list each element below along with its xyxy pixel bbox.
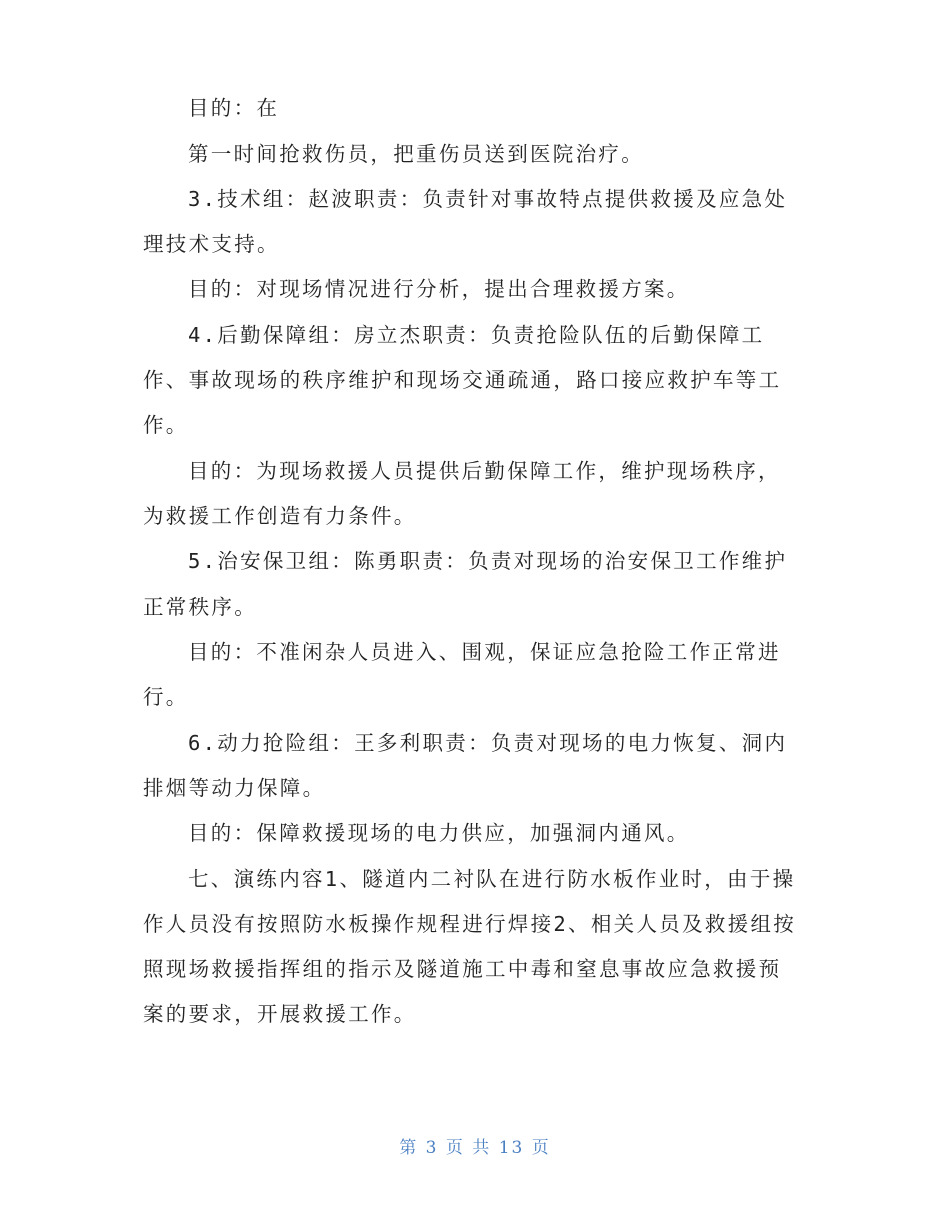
text-line: 照现场救援指挥组的指示及隧道施工中毒和窒息事故应急救援预 <box>143 957 782 981</box>
text-line: 正常秩序。 <box>143 595 257 619</box>
text-line: 作、事故现场的秩序维护和现场交通疏通，路口接应救护车等工 <box>143 368 782 392</box>
text-line: 案的要求，开展救援工作。 <box>143 1002 417 1026</box>
text-line: 排烟等动力保障。 <box>143 776 326 800</box>
text-line: 为救援工作创造有力条件。 <box>143 504 417 528</box>
text-line: 理技术支持。 <box>143 232 280 256</box>
text-line: 第一时间抢救伤员，把重伤员送到医院治疗。 <box>188 142 644 166</box>
text-line: 4.后勤保障组：房立杰职责：负责抢险队伍的后勤保障工 <box>188 323 765 347</box>
text-line: 作。 <box>143 413 189 437</box>
text-line: 目的：不准闲杂人员进入、围观，保证应急抢险工作正常进 <box>188 640 781 664</box>
text-line: 行。 <box>143 685 189 709</box>
text-line: 目的：在 <box>188 96 280 120</box>
text-line: 3.技术组：赵波职责：负责针对事故特点提供救援及应急处 <box>188 187 788 211</box>
text-line: 6.动力抢险组：王多利职责：负责对现场的电力恢复、洞内 <box>188 731 788 755</box>
text-line: 5.治安保卫组：陈勇职责：负责对现场的治安保卫工作维护 <box>188 549 788 573</box>
text-line: 目的：保障救援现场的电力供应，加强洞内通风。 <box>188 821 690 845</box>
text-line: 目的：对现场情况进行分析，提出合理救援方案。 <box>188 277 690 301</box>
text-line: 作人员没有按照防水板操作规程进行焊接2、相关人员及救援组按 <box>143 912 797 936</box>
text-line: 七、演练内容1、隧道内二衬队在进行防水板作业时，由于操 <box>188 867 796 891</box>
page-number-footer: 第 3 页 共 13 页 <box>399 1138 551 1158</box>
text-line: 目的：为现场救援人员提供后勤保障工作，维护现场秩序， <box>188 459 781 483</box>
